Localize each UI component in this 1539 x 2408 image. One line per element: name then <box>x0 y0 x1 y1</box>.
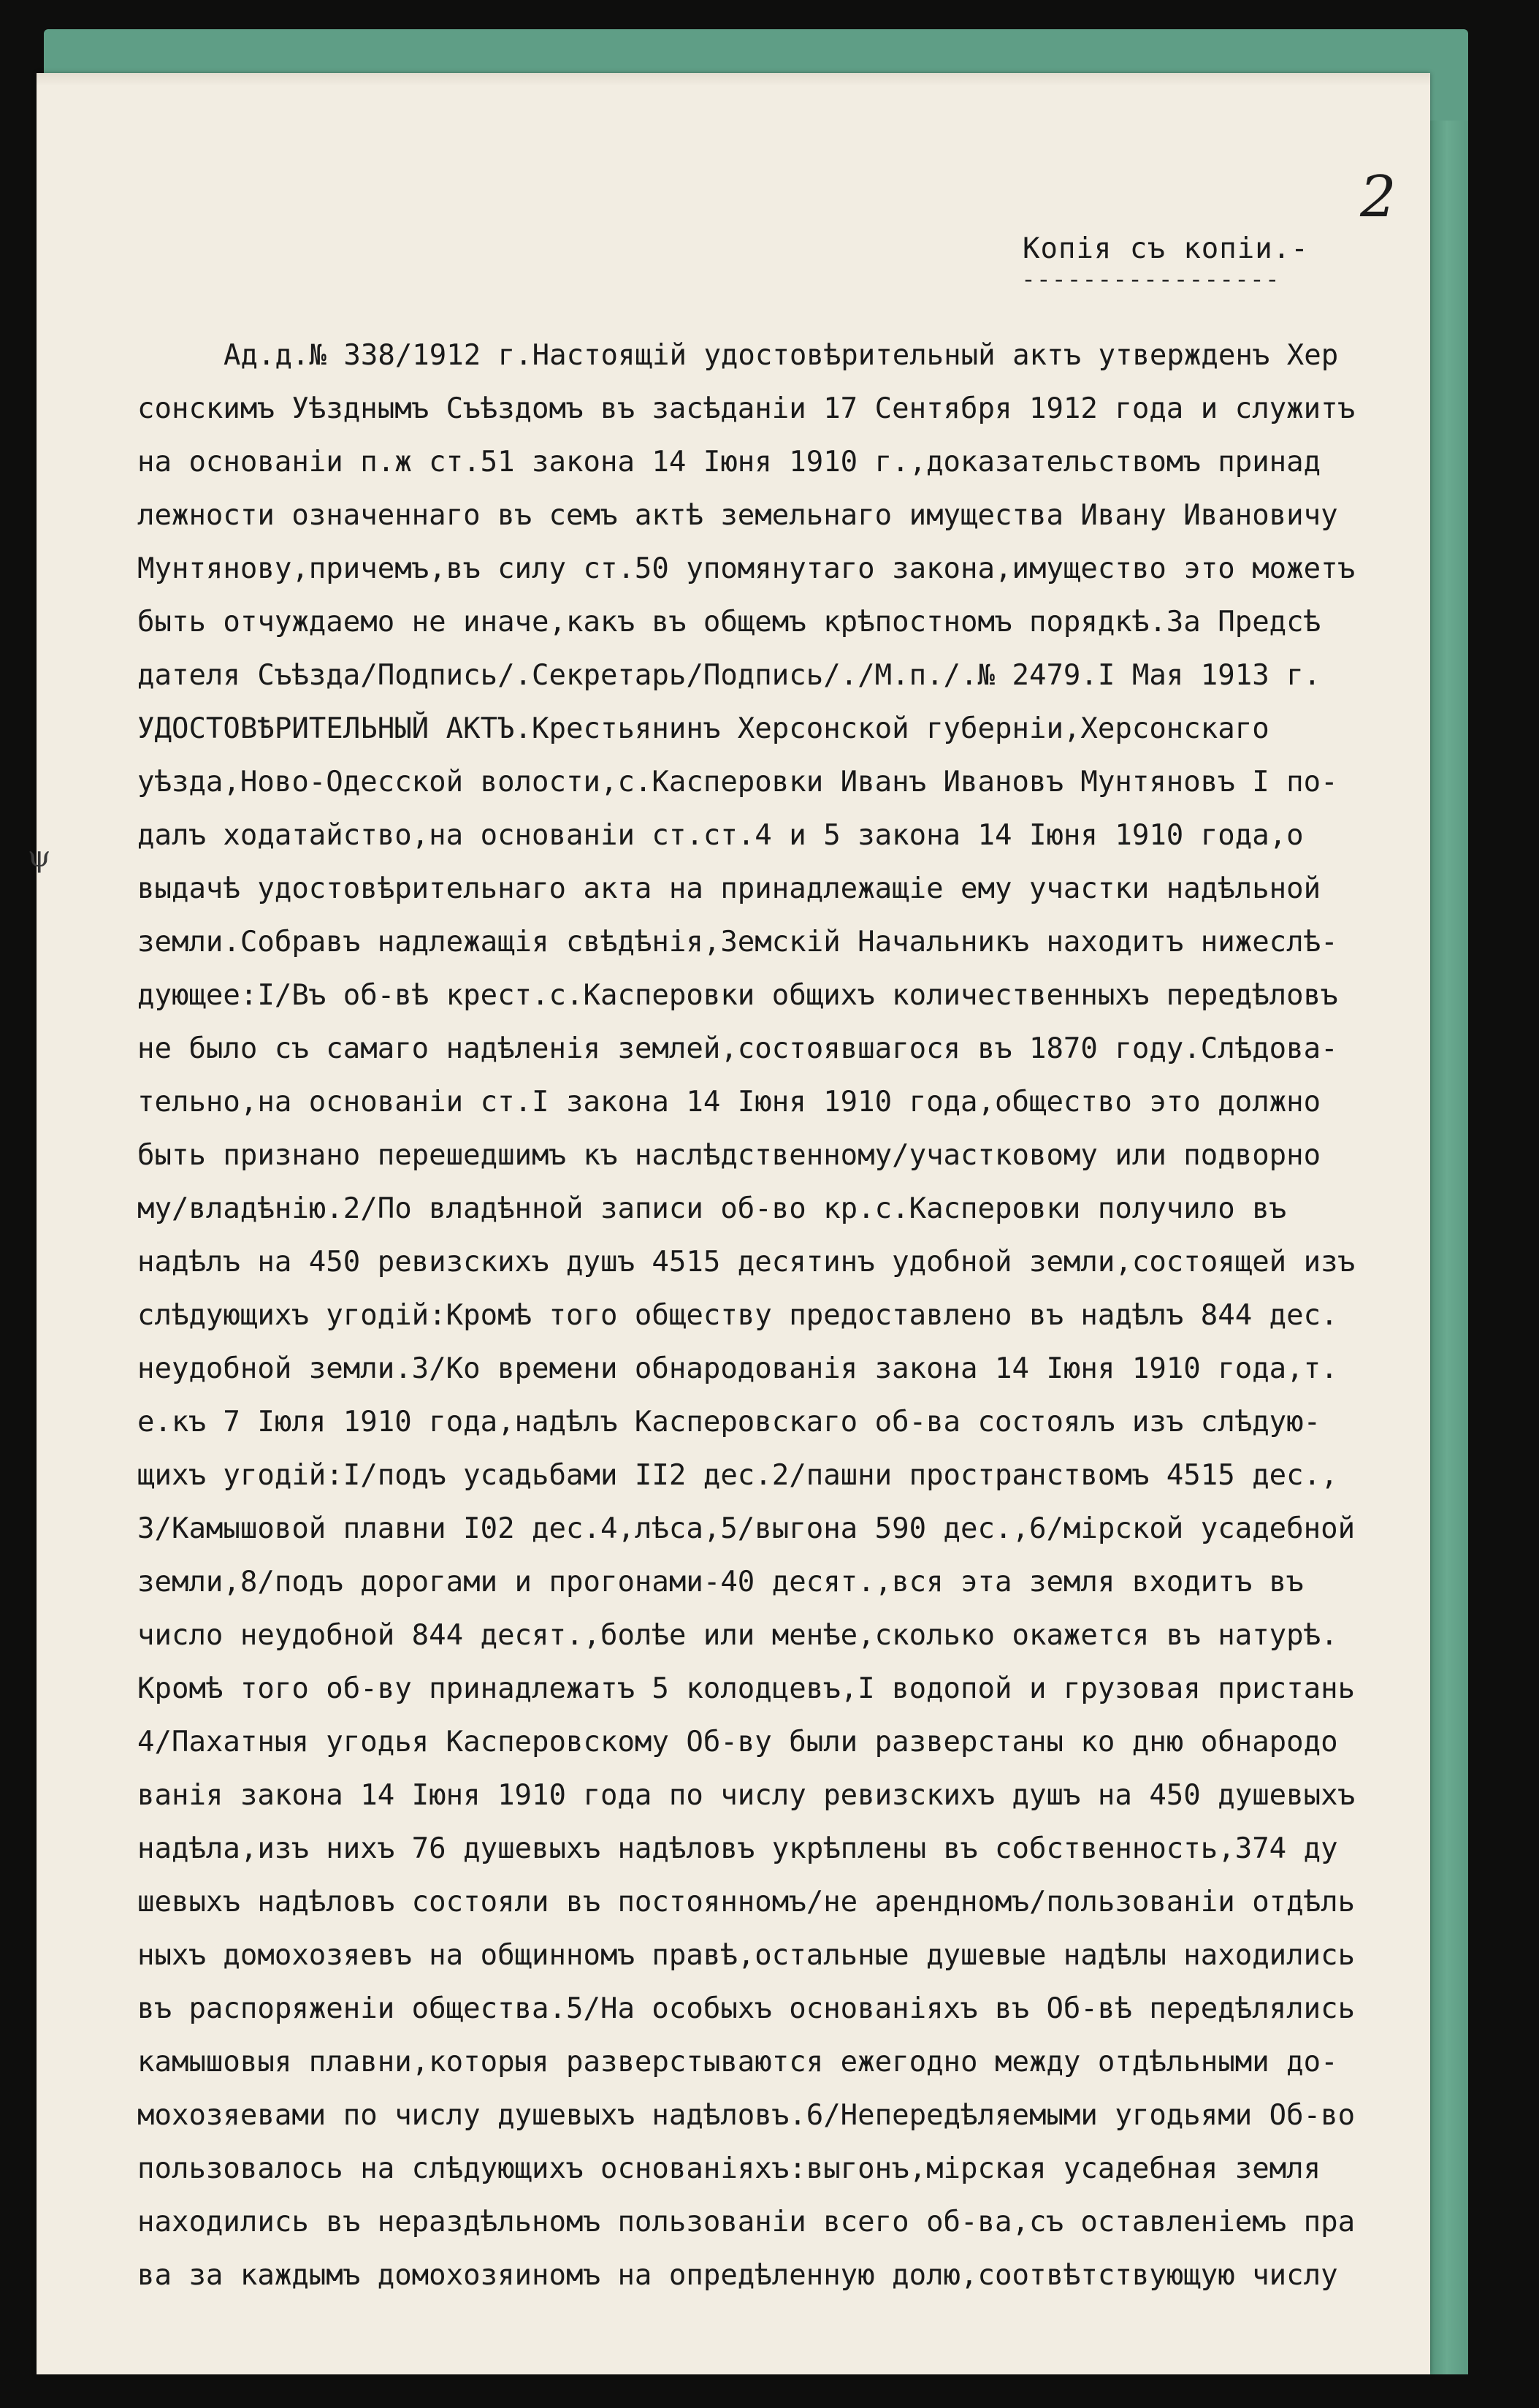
copy-title: Копія съ копіи.- <box>1023 232 1309 265</box>
text-line: неудобной земли.3/Ко времени обнародованія закона 14 Іюня 1910 года,т. <box>137 1352 1338 1385</box>
text-line: мохозяевами по числу душевыхъ надѣловъ.6/Непередѣляемыми угодьями Об-во <box>137 2099 1356 2132</box>
text-line: слѣдующихъ угодій:Кромѣ того обществу предоставлено въ надѣлъ 844 дес. <box>137 1299 1338 1332</box>
text-line: быть отчуждаемо не иначе,какъ въ общемъ крѣпостномъ порядкѣ.За Предсѣ <box>137 606 1321 639</box>
text-line: земли.Собравъ надлежащія свѣдѣнія,Земскій Начальникъ находитъ нижеслѣ- <box>137 926 1338 959</box>
text-line: далъ ходатайство,на основаніи ст.ст.4 и 5 закона 14 Іюня 1910 года,о <box>137 819 1304 852</box>
text-line: земли,8/подъ дорогами и прогонами-40 десят.,вся эта земля входитъ въ <box>137 1566 1304 1599</box>
text-line: находились въ нераздѣльномъ пользованіи всего об-ва,съ оставленіемъ пра <box>137 2206 1356 2239</box>
text-line: надѣла,изъ нихъ 76 душевыхъ надѣловъ укрѣплены въ собственность,374 ду <box>137 1832 1338 1865</box>
text-line: надѣлъ на 450 ревизскихъ душъ 4515 десятинъ удобной земли,состоящей изъ <box>137 1246 1356 1279</box>
text-line: щихъ угодій:I/подъ усадьбами II2 дес.2/пашни пространствомъ 4515 дес., <box>137 1459 1338 1492</box>
text-line: число неудобной 844 десят.,болѣе или менѣе,сколько окажется въ натурѣ. <box>137 1619 1338 1652</box>
text-line: дующее:I/Въ об-вѣ крест.с.Касперовки общихъ количественныхъ передѣловъ <box>137 979 1338 1012</box>
text-line: УДОСТОВѢРИТЕЛЬНЫЙ АКТЪ.Крестьянинъ Херсонской губерніи,Херсонскаго <box>137 712 1269 745</box>
text-line: Кромѣ того об-ву принадлежатъ 5 колодцевъ,I водопой и грузовая пристань <box>137 1672 1356 1705</box>
copy-title-underline: ----------------- <box>1021 264 1280 293</box>
text-line: сонскимъ Уѣзднымъ Съѣздомъ въ засѣданіи 17 Сентября 1912 года и служитъ <box>137 392 1356 425</box>
folder-edge <box>1426 121 1468 2374</box>
text-line: не было съ самаго надѣленія землей,состоявшагося въ 1870 году.Слѣдова- <box>137 1032 1338 1065</box>
text-line: Ад.д.№ 338/1912 г.Настоящій удостовѣрительный актъ утвержденъ Хер <box>224 339 1339 372</box>
text-line: лежности означеннаго въ семъ актѣ земельнаго имущества Ивану Ивановичу <box>137 499 1338 532</box>
text-line: шевыхъ надѣловъ состояли въ постоянномъ/не арендномъ/пользованіи отдѣль <box>137 1886 1356 1919</box>
margin-mark: ψ <box>28 840 51 874</box>
text-line: тельно,на основаніи ст.I закона 14 Іюня 1910 года,общество это должно <box>137 1086 1321 1119</box>
text-line: быть признано перешедшимъ къ наслѣдственному/участковому или подворно <box>137 1139 1321 1172</box>
text-line: выдачѣ удостовѣрительнаго акта на принадлежащіе ему участки надѣльной <box>137 872 1321 905</box>
text-line: му/владѣнію.2/По владѣнной записи об-во кр.с.Касперовки получило въ <box>137 1192 1287 1225</box>
handwritten-page-number: 2 <box>1360 164 1397 230</box>
text-line: Мунтянову,причемъ,въ силу ст.50 упомянутаго закона,имущество это можетъ <box>137 552 1356 585</box>
sheet-top-edge <box>37 73 1430 86</box>
text-line: въ распоряженіи общества.5/На особыхъ основаніяхъ въ Об-вѣ передѣлялись <box>137 1992 1356 2025</box>
text-line: ныхъ домохозяевъ на общинномъ правѣ,остальные душевые надѣлы находились <box>137 1939 1356 1972</box>
text-line: ванія закона 14 Іюня 1910 года по числу ревизскихъ душъ на 450 душевыхъ <box>137 1779 1356 1812</box>
text-line: 4/Пахатныя угодья Касперовскому Об-ву были разверстаны ко дню обнародо <box>137 1726 1338 1759</box>
text-line: 3/Камышовой плавни I02 дес.4,лѣса,5/выгона 590 дес.,6/мірской усадебной <box>137 1512 1356 1545</box>
text-line: ва за каждымъ домохозяиномъ на опредѣленную долю,соотвѣтствующую числу <box>137 2259 1338 2292</box>
text-line: пользовалось на слѣдующихъ основаніяхъ:выгонъ,мірская усадебная земля <box>137 2152 1321 2185</box>
text-line: на основаніи п.ж ст.51 закона 14 Іюня 1910 г.,доказательствомъ принад <box>137 446 1321 479</box>
text-line: дателя Съѣзда/Подпись/.Секретарь/Подпись/./М.п./.№ 2479.I Мая 1913 г. <box>137 659 1321 692</box>
text-line: уѣзда,Ново-Одесской волости,с.Касперовки Иванъ Ивановъ Мунтяновъ I по- <box>137 766 1338 799</box>
document-body <box>137 329 1408 2302</box>
text-line: е.къ 7 Іюля 1910 года,надѣлъ Касперовскаго об-ва состоялъ изъ слѣдую- <box>137 1406 1321 1439</box>
text-line: камышовыя плавни,которыя разверстываются ежегодно между отдѣльными до- <box>137 2046 1338 2079</box>
